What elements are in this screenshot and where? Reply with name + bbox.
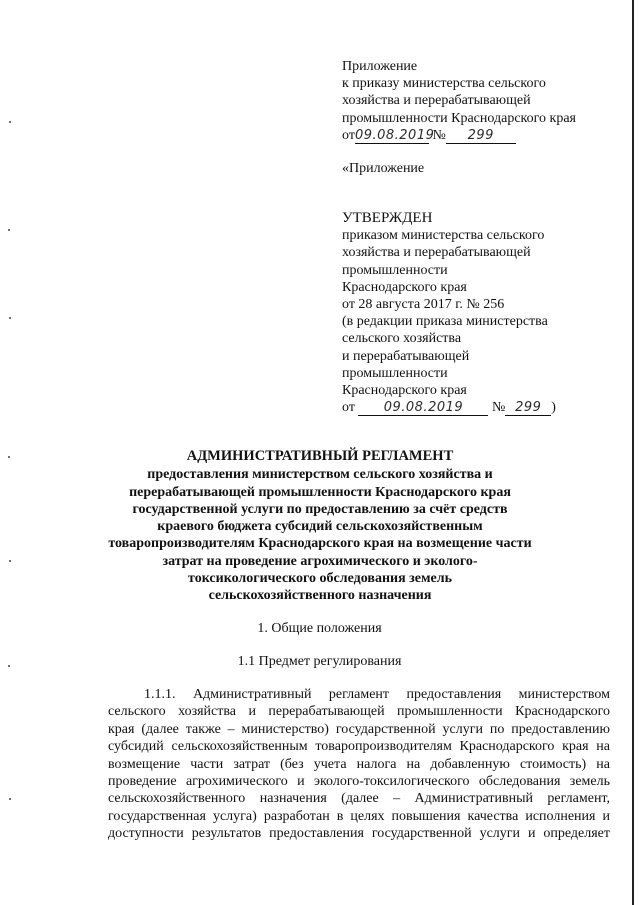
approved-block xyxy=(342,210,622,416)
approved-date-line xyxy=(342,399,622,416)
body-paragraph xyxy=(108,686,610,843)
approved-closing: ) xyxy=(551,400,556,416)
regulation-title-line: товаропроизводителям Краснодарского края на возмещение части xyxy=(108,536,532,552)
approved-date-prefix: от xyxy=(342,400,355,416)
regulation-title-line: сельскохозяйственного назначения xyxy=(208,588,432,604)
paragraph-line: государственная услуга) разработан в целях повышения качества исполнения и xyxy=(108,808,610,824)
appendix-line-4: промышленности Краснодарского края xyxy=(342,110,576,126)
paragraph-line: возмещение части затрат (без учета налога на добавленную стоимость) на xyxy=(108,756,610,772)
approved-line: промышленности xyxy=(342,365,448,381)
appendix-number-prefix: № xyxy=(432,127,446,143)
approved-line: приказом министерства сельского xyxy=(342,228,545,244)
regulation-title-line: перерабатывающей промышленности Краснодарского края xyxy=(129,484,511,500)
paragraph-line: 1.1.1. Административный регламент предоставления министерством xyxy=(144,687,610,702)
approved-line: Краснодарского края xyxy=(342,279,467,295)
appendix-line-2: к приказу министерства сельского xyxy=(342,76,546,92)
scan-speck xyxy=(9,798,11,800)
approved-line: сельского хозяйства xyxy=(342,331,462,347)
appendix-date-value: 09.08.2019 xyxy=(354,127,435,143)
regulation-title-line: государственной услуги по предоставлению за счёт средств xyxy=(132,501,508,517)
approved-date-value: 09.08.2019 xyxy=(358,401,488,416)
scan-speck xyxy=(9,121,11,123)
scan-speck xyxy=(8,456,10,458)
appendix-line-3: хозяйства и перерабатывающей xyxy=(342,93,531,109)
scan-speck xyxy=(9,560,11,562)
subsection-heading: 1.1 Предмет регулирования xyxy=(237,654,402,669)
appendix-date-prefix: от xyxy=(342,127,355,143)
regulation-title-line: краевого бюджета субсидий сельскохозяйственным xyxy=(157,519,483,535)
regulation-title-main: АДМИНИСТРАТИВНЫЙ РЕГЛАМЕНТ xyxy=(186,448,454,464)
approved-line: (в редакции приказа министерства xyxy=(342,314,548,330)
paragraph-line: сельского хозяйства и перерабатывающей промышленности Краснодарского xyxy=(108,704,610,720)
section-heading: 1. Общие положения xyxy=(257,621,382,636)
approved-line: от 28 августа 2017 г. № 256 xyxy=(342,297,505,313)
appendix-quote-text: «Приложение xyxy=(342,161,425,176)
paragraph-line: доступности результатов предоставления государственной услуги и определяет xyxy=(108,826,610,842)
regulation-title-line: токсикологического обследования земель xyxy=(188,571,452,587)
scan-edge-line xyxy=(632,0,634,905)
paragraph-line: края (далее также – министерство) государственной услуги по предоставлению xyxy=(108,721,610,737)
appendix-quote xyxy=(342,160,622,177)
approved-line: Краснодарского края xyxy=(342,383,467,399)
scan-speck xyxy=(8,229,10,231)
appendix-date-line xyxy=(342,127,622,144)
regulation-title xyxy=(90,448,550,605)
approved-line: промышленности xyxy=(342,262,448,278)
approved-line: хозяйства и перерабатывающей xyxy=(342,245,531,261)
appendix-number-value: 299 xyxy=(446,129,516,144)
appendix-line-1: Приложение xyxy=(342,59,418,74)
approved-number-value: 299 xyxy=(505,401,551,416)
approved-heading: УТВЕРЖДЕН xyxy=(342,210,433,226)
paragraph-line: субсидий сельскохозяйственным товаропроизводителям Краснодарского края на xyxy=(108,739,610,755)
scan-speck xyxy=(9,317,11,319)
regulation-title-line: предоставления министерством сельского хозяйства и xyxy=(147,467,493,483)
paragraph-line: проведение агрохимического и эколого-токсилогического обследования земель xyxy=(108,774,610,790)
regulation-title-line: затрат на проведение агрохимического и эколого- xyxy=(162,553,478,569)
appendix-header xyxy=(342,58,622,144)
paragraph-line: сельскохозяйственного назначения (далее – Административный регламент, xyxy=(108,791,610,807)
approved-line: и перерабатывающей xyxy=(342,348,470,364)
approved-number-prefix: № xyxy=(491,400,506,416)
